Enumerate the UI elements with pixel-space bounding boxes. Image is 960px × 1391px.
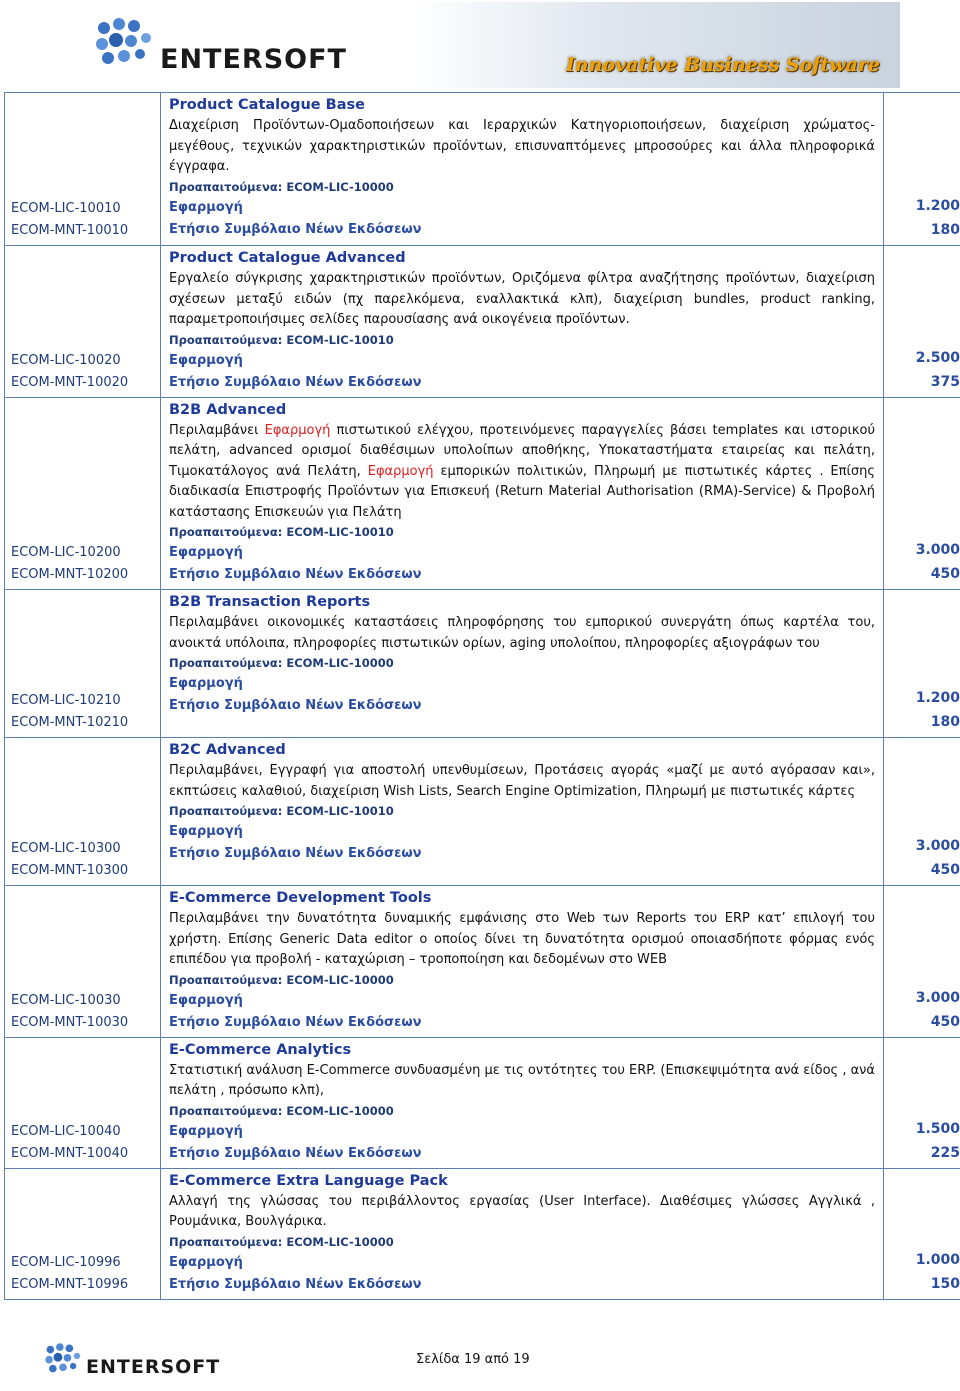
license-code: ECOM-LIC-10210	[11, 693, 121, 708]
table-row	[5, 738, 960, 886]
maintenance-label: Ετήσιο Συμβόλαιο Νέων Εκδόσεων	[169, 846, 422, 861]
license-price: 3.000	[915, 542, 960, 558]
maintenance-code: ECOM-MNT-10030	[11, 1014, 129, 1030]
module-description: Αλλαγή της γλώσσας του περιβάλλοντος εργασίας (User Interface). Διαθέσιμες γλώσσες Αγγλικά , Ρουμάνικα, Βουλγάρικα.	[169, 1193, 875, 1229]
maintenance-price: 450	[930, 862, 960, 878]
header-banner	[82, 2, 900, 88]
license-price: 1.500	[915, 1120, 960, 1137]
maintenance-label: Ετήσιο Συμβόλαιο Νέων Εκδόσεων	[169, 698, 422, 713]
description-cell	[161, 1037, 884, 1168]
maintenance-price: 180	[930, 222, 960, 238]
maintenance-code: ECOM-MNT-10210	[11, 715, 129, 730]
license-code: ECOM-LIC-10020	[11, 352, 121, 368]
module-description: Εργαλείο σύγκρισης χαρακτηριστικών προϊόντων, Οριζόμενα φίλτρα αναζήτησης προϊόντων, διαχείριση σχέσεων μεταξύ ειδών (πχ παρελκόμενα, εναλλακτικά κλπ), διαχείριση bundles, product ranking, παραμετροποιήσιμες σελίδες παρουσίασης ανά οικογένεια προϊόντων.	[169, 271, 875, 327]
description-cell	[161, 590, 884, 738]
desc-part: πιστωτικού ελέγχου, προτεινόμενες παραγγελίες βάσει templates και ιστορικού πελάτη, advanced ορισμοί διαθέσιμων υπολοίπων αποθήκης, Υποκαταστήματα εταιρείας και πελάτη, Τιμοκατάλογος ανά Πελάτη,	[169, 422, 875, 479]
table-row	[5, 1037, 960, 1168]
desc-part: Περιλαμβάνει	[169, 422, 265, 438]
license-code: ECOM-LIC-10040	[11, 1123, 121, 1139]
description-cell	[161, 93, 884, 246]
application-label: Εφαρμογή	[169, 1254, 243, 1270]
module-title: Product Catalogue Advanced	[169, 250, 406, 266]
module-title: B2B Transaction Reports	[169, 594, 371, 610]
table-row	[5, 93, 960, 246]
prerequisite: Προαπαιτούμενα: ECOM-LIC-10000	[169, 656, 394, 670]
module-title: E-Commerce Extra Language Pack	[169, 1172, 448, 1189]
table-row	[5, 1168, 960, 1299]
application-label: Εφαρμογή	[169, 992, 243, 1008]
footer-logo-text: ENTERSOFT	[86, 1356, 221, 1378]
application-label: Εφαρμογή	[169, 1123, 243, 1139]
license-price: 3.000	[915, 989, 960, 1006]
prices-cell	[884, 397, 960, 590]
maintenance-price: 450	[930, 566, 960, 582]
codes-cell	[5, 590, 161, 738]
module-title: B2B Advanced	[169, 401, 287, 418]
prices-cell	[884, 590, 960, 738]
license-price: 1.000	[915, 1251, 960, 1268]
maintenance-label: Ετήσιο Συμβόλαιο Νέων Εκδόσεων	[169, 221, 422, 237]
table-row	[5, 397, 960, 590]
module-title: E-Commerce Development Tools	[169, 890, 432, 906]
desc-part: εμπορικών πολιτικών, Πληρωμή με πιστωτικές κάρτες . Επίσης διαδικασία Επιστροφής Προϊόντων για Επισκευή (Return Material Authorisation (RMA)-Service) & Προβολή κατάστασης Επισκευών για Πελάτη	[169, 463, 875, 520]
prerequisite: Προαπαιτούμενα: ECOM-LIC-10000	[169, 179, 394, 194]
license-code: ECOM-LIC-10300	[11, 841, 121, 856]
maintenance-code: ECOM-MNT-10040	[11, 1145, 129, 1161]
module-title: B2C Advanced	[169, 742, 286, 758]
logo-text: ENTERSOFT	[160, 44, 347, 75]
prices-cell	[884, 1037, 960, 1168]
license-code: ECOM-LIC-10030	[11, 992, 121, 1008]
application-label: Εφαρμογή	[169, 824, 243, 839]
prices-cell	[884, 1168, 960, 1299]
module-description: Στατιστική ανάλυση E-Commerce συνδυασμένη με τις οντότητες του ERP. (Επισκεψιμότητα ανά είδος , ανά πελάτη , πρόσωπο κλπ),	[169, 1062, 875, 1098]
module-title: Product Catalogue Base	[169, 97, 365, 113]
footer-logo	[44, 1340, 234, 1384]
page-number: Σελίδα 19 από 19	[416, 1352, 530, 1367]
application-label: Εφαρμογή	[169, 545, 243, 560]
maintenance-code: ECOM-MNT-10010	[11, 223, 129, 238]
prerequisite: Προαπαιτούμενα: ECOM-LIC-10000	[169, 1103, 394, 1118]
module-description: Περιλαμβάνει την δυνατότητα δυναμικής εμφάνισης στο Web των Reports του ERP κατ’ επιλογή του χρήστη. Επίσης Generic Data editor ο οποίος δίνει τη δυνατότητα ορισμού οποιασδήποτε φόρμας ενός επιπέδου για προβολή - καταχώριση – τροποποίηση και δεδομένων στο WEB	[169, 911, 875, 967]
maintenance-price: 375	[930, 373, 960, 390]
description-cell	[161, 1168, 884, 1299]
maintenance-code: ECOM-MNT-10300	[11, 863, 129, 878]
application-label: Εφαρμογή	[169, 352, 243, 368]
entersoft-logo-icon	[94, 16, 154, 76]
maintenance-code: ECOM-MNT-10996	[11, 1276, 129, 1292]
price-table	[4, 92, 960, 1300]
maintenance-label: Ετήσιο Συμβόλαιο Νέων Εκδόσεων	[169, 1014, 422, 1030]
prices-cell	[884, 886, 960, 1038]
desc-highlight: Εφαρμογή	[264, 422, 331, 438]
codes-cell	[5, 246, 161, 398]
codes-cell	[5, 886, 161, 1038]
prerequisite: Προαπαιτούμενα: ECOM-LIC-10010	[169, 525, 394, 539]
maintenance-label: Ετήσιο Συμβόλαιο Νέων Εκδόσεων	[169, 374, 422, 390]
module-description: Διαχείριση Προϊόντων-Ομαδοποιήσεων και Ιεραρχικών Κατηγοριοποιήσεων, διαχείριση χρώματος-μεγέθους, τεχνικών χαρακτηριστικών προϊόντων, επισυναπτόμενες μπροσούρες και άλλα πληροφορικά έγγραφα.	[169, 118, 875, 174]
table-row	[5, 590, 960, 738]
prerequisite: Προαπαιτούμενα: ECOM-LIC-10000	[169, 1234, 394, 1249]
codes-cell	[5, 1037, 161, 1168]
description-cell	[161, 886, 884, 1038]
prices-cell	[884, 93, 960, 246]
codes-cell	[5, 397, 161, 590]
codes-cell	[5, 93, 161, 246]
module-title: E-Commerce Analytics	[169, 1041, 352, 1058]
prices-cell	[884, 738, 960, 886]
maintenance-label: Ετήσιο Συμβόλαιο Νέων Εκδόσεων	[169, 567, 422, 582]
maintenance-label: Ετήσιο Συμβόλαιο Νέων Εκδόσεων	[169, 1276, 422, 1292]
table-row	[5, 246, 960, 398]
prerequisite: Προαπαιτούμενα: ECOM-LIC-10010	[169, 804, 394, 818]
description-cell	[161, 397, 884, 590]
module-description: Περιλαμβάνει, Εγγραφή για αποστολή υπενθυμίσεων, Προτάσεις αγοράς «μαζί με αυτό αγόρασαν και», εκπτώσεις καλαθιού, διαχείριση Wish Lists, Search Engine Optimization, Πληρωμή με πιστωτικές κάρτες	[169, 763, 875, 799]
maintenance-price: 150	[930, 1275, 960, 1292]
license-price: 3.000	[915, 838, 960, 854]
codes-cell	[5, 1168, 161, 1299]
license-code: ECOM-LIC-10010	[11, 201, 121, 216]
prerequisite: Προαπαιτούμενα: ECOM-LIC-10010	[169, 332, 394, 347]
prerequisite: Προαπαιτούμενα: ECOM-LIC-10000	[169, 972, 394, 987]
desc-highlight: Εφαρμογή	[367, 463, 434, 479]
entersoft-logo-icon	[44, 1342, 82, 1380]
license-price: 1.200	[915, 198, 960, 214]
table-row	[5, 886, 960, 1038]
codes-cell	[5, 738, 161, 886]
application-label: Εφαρμογή	[169, 199, 243, 215]
maintenance-code: ECOM-MNT-10200	[11, 567, 129, 582]
license-code: ECOM-LIC-10200	[11, 545, 121, 560]
tagline: Innovative Business Software	[565, 54, 880, 76]
prices-cell	[884, 246, 960, 398]
application-label: Εφαρμογή	[169, 676, 243, 691]
license-price: 1.200	[915, 690, 960, 706]
license-price: 2.500	[915, 349, 960, 366]
maintenance-code: ECOM-MNT-10020	[11, 374, 129, 390]
module-description	[169, 421, 875, 524]
license-code: ECOM-LIC-10996	[11, 1254, 121, 1270]
maintenance-label: Ετήσιο Συμβόλαιο Νέων Εκδόσεων	[169, 1145, 422, 1161]
maintenance-price: 225	[930, 1144, 960, 1161]
module-description: Περιλαμβάνει οικονομικές καταστάσεις πληροφόρησης του εμπορικού συνεργάτη όπως καρτέλα του, ανοικτά υπόλοιπα, πληροφορίες πιστωτικών ορίων, aging υπολοίπου, πληροφορίες αξιογράφων του	[169, 615, 875, 651]
maintenance-price: 450	[930, 1013, 960, 1030]
description-cell	[161, 246, 884, 398]
description-cell	[161, 738, 884, 886]
maintenance-price: 180	[930, 714, 960, 730]
